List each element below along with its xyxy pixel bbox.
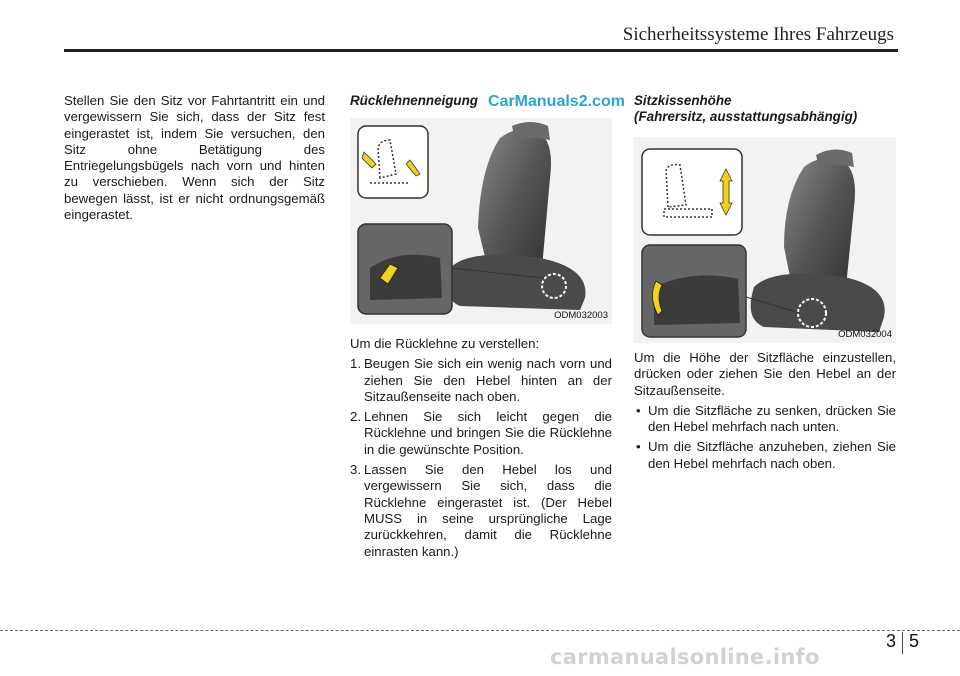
backrest-heading: Rücklehnenneigung — [350, 93, 478, 108]
cushion-bullet-raise: • Um die Sitzfläche anzuheben, ziehen Sie den Hebel mehrfach nach oben. — [634, 439, 896, 472]
cushion-figure-code: ODM032004 — [838, 329, 892, 340]
intro-paragraph: Stellen Sie den Sitz vor Fahrtantritt ein und vergewissern Sie sich, dass der Sitz fest eingerastet ist, indem Sie versuchen, den Sitz ohne Betätigung des Entriegelungsbügels nach vorn und hinten zu verschieben. Wenn sich der Sitz bewegen lässt, ist er nicht ordnungsgemäß eingerastet. — [64, 93, 325, 223]
site-watermark: carmanualsonline.info — [550, 645, 820, 669]
cushion-intro: Um die Höhe der Sitzfläche einzustellen, drücken oder ziehen Sie den Hebel an der Sitzaußenseite. — [634, 350, 896, 398]
page-number: 5 — [908, 631, 919, 651]
cushion-instructions — [634, 350, 896, 476]
backrest-step-3: 3. Lassen Sie den Hebel los und vergewissern Sie sich, dass die Rücklehne eingerastet ist. (Der Hebel MUSS in seine ursprüngliche Lage zurückkehren, damit die Rücklehne einrasten kann.) — [350, 462, 612, 559]
cushion-bullet-lower: • Um die Sitzfläche zu senken, drücken Sie den Hebel mehrfach nach unten. — [634, 403, 896, 436]
page-number-separator — [902, 632, 903, 654]
backrest-intro: Um die Rücklehne zu verstellen: — [350, 336, 540, 351]
cushion-figure — [634, 137, 896, 343]
backrest-instructions — [350, 336, 612, 564]
page-header-title: Sicherheitssysteme Ihres Fahrzeugs — [622, 24, 894, 45]
backrest-figure-code: ODM032003 — [554, 310, 608, 321]
backrest-figure — [350, 118, 612, 324]
intro-column — [64, 93, 325, 223]
backrest-seat-illustration — [350, 118, 612, 324]
cushion-seat-illustration — [634, 137, 896, 343]
cushion-bullets — [634, 403, 896, 472]
header-rule — [64, 49, 898, 52]
cushion-heading: Sitzkissenhöhe — [634, 93, 732, 108]
backrest-step-2: 2. Lehnen Sie sich leicht gegen die Rücklehne und bringen Sie die Rücklehne in die gewünschte Position. — [350, 409, 612, 457]
footer-rule — [0, 630, 960, 631]
carmanuals-watermark: CarManuals2.com — [488, 93, 625, 110]
backrest-steps — [350, 356, 612, 560]
chapter-number: 3 — [885, 631, 896, 651]
backrest-step-1: 1. Beugen Sie sich ein wenig nach vorn und ziehen Sie den Hebel hinten an der Sitzaußenseite nach oben. — [350, 356, 612, 404]
cushion-column — [634, 93, 896, 125]
cushion-heading-note: (Fahrersitz, ausstattungsabhängig) — [634, 109, 858, 124]
